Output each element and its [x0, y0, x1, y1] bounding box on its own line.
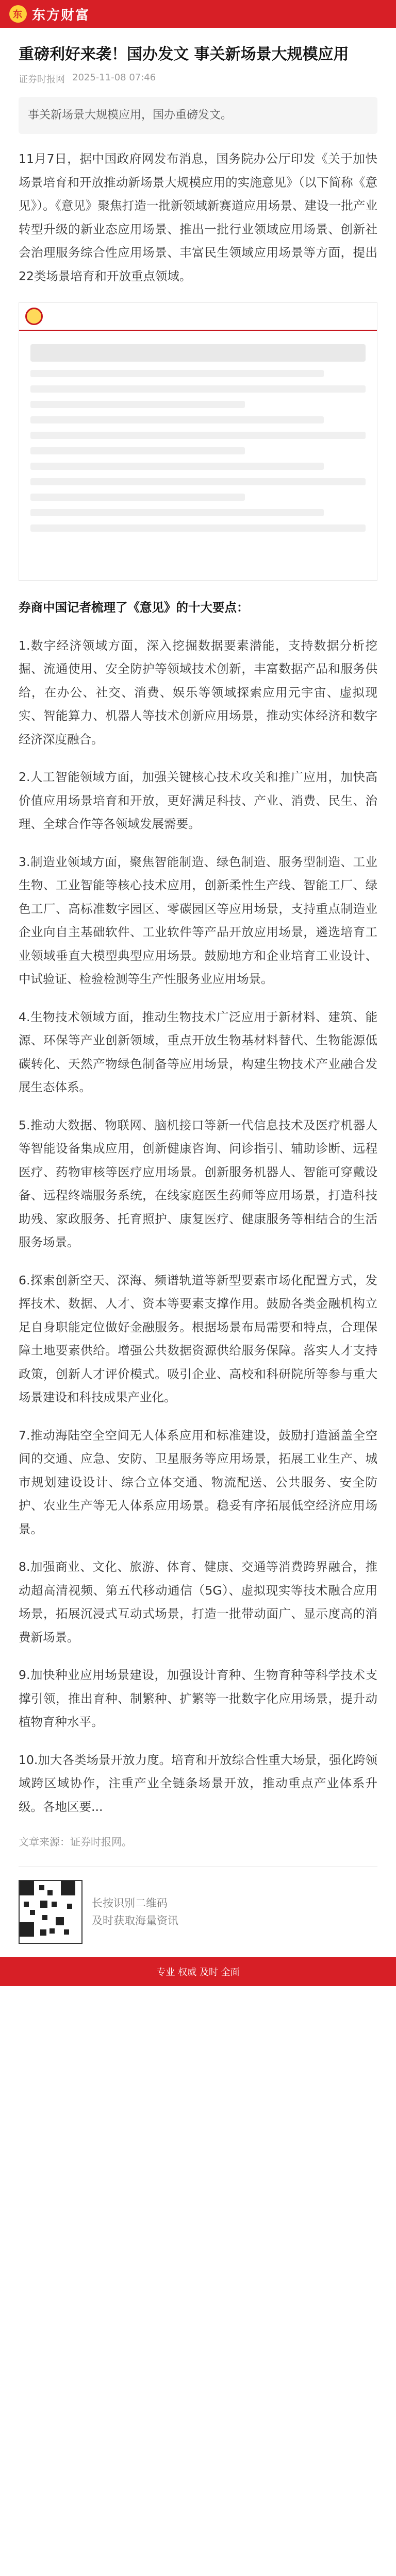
top-bar [0, 0, 396, 28]
image-doc-line [30, 478, 366, 485]
article-paragraph: 1.数字经济领域方面，深入挖掘数据要素潜能，支持数据分析挖掘、流通使用、安全防护等领域技术创新，丰富数据产品和服务供给，在办公、社交、消费、娱乐等领域探索应用元宇宙、虚拟现实、智能算力、机器人等技术创新应用场景，推动实体经济和数字经济深度融合。 [19, 638, 377, 747]
qr-cell [52, 1902, 57, 1907]
article-paragraph: 10.加大各类场景开放力度。培育和开放综合性重大场景，强化跨领域跨区域协作，注重产业全链条场景开放，推动重点产业体系升级。各地区要... [19, 1752, 377, 1814]
article-paragraph: 11月7日，据中国政府网发布消息，国务院办公厅印发《关于加快场景培育和开放推动新场景大规模应用的实施意见》（以下简称《意见》）。《意见》聚焦打造一批新领域新赛道应用场景、建设一批产业转型升级的新业态应用场景、推出一批行业领域应用场景、创新社会治理服务综合性应用场景、丰富民生领域应用场景等方面，提出22类场景培育和开放重点领域。 [19, 151, 377, 283]
image-doc-line [30, 524, 366, 532]
article-meta [19, 72, 377, 86]
image-doc-line [30, 494, 245, 501]
qr-cell [42, 1915, 47, 1920]
follow-line-2: 及时获取海量资讯 [92, 1914, 178, 1927]
article-paragraph: 5.推动大数据、物联网、脑机接口等新一代信息技术及医疗机器人等智能设备集成应用，创新健康咨询、问诊指引、辅助诊断、远程医疗、药物审核等医疗应用场景。创新服务机器人、智能可穿戴设备、远程终端服务系统，在线家庭医生药师等应用场景，打造科技助残、家政服务、托育照护、康复医疗、健康服务等相结合的生活服务场景。 [19, 1117, 377, 1249]
image-doc-line [30, 509, 324, 516]
qr-cell [67, 1904, 72, 1909]
article-paragraph: 6.探索创新空天、深海、频谱轨道等新型要素市场化配置方式，发挥技术、数据、人才、资本等要素支撑作用。鼓励各类金融机构立足自身职能定位做好金融服务。根据场景布局需要和特点，合理保障土地要素供给。增强公共数据资源供给服务保障。落实人才支持政策，创新人才评价模式。吸引企业、高校和科研院所等参与重大场景建设和科技成果产业化。 [19, 1273, 377, 1404]
image-doc-line [30, 385, 366, 393]
image-doc-line [30, 463, 324, 470]
image-doc-line [30, 447, 245, 454]
image-header [19, 303, 377, 331]
article-container [0, 28, 396, 1957]
follow-section [19, 1866, 377, 1957]
follow-text [92, 1894, 178, 1929]
qr-cell [30, 1910, 35, 1915]
qr-cell [47, 1890, 53, 1895]
follow-line-1: 长按识别二维码 [92, 1897, 168, 1909]
qr-cell [50, 1928, 55, 1934]
qr-cell [56, 1917, 64, 1925]
article-title: 重磅利好来袭！国办发文 事关新场景大规模应用 [19, 45, 349, 63]
article-body [19, 147, 377, 1819]
qr-cell [39, 1885, 44, 1890]
article-subheading: 券商中国记者梳理了《意见》的十大要点： [19, 600, 249, 615]
qr-cell [20, 1922, 34, 1937]
article-paragraph: 3.制造业领域方面，聚焦智能制造、绿色制造、服务型制造、工业生物、工业智能等核心技术应用，创新柔性生产线、智能工厂、绿色工厂、高标准数字园区、零碳园区等应用场景，支持重点制造业企业向自主基础软件、工业软件等产品开放应用场景，遴选培育工业领域垂直大模型典型应用场景。鼓励地方和企业培育工业设计、中试验证、检验检测等生产性服务业应用场景。 [19, 854, 377, 986]
article-paragraph: 2.人工智能领域方面，加强关键核心技术攻关和推广应用，加快高价值应用场景培育和开放，更好满足科技、产业、消费、民生、治理、全球合作等各领域发展需要。 [19, 770, 377, 831]
article-summary: 事关新场景大规模应用，国办重磅发文。 [19, 97, 377, 134]
image-doc-line [30, 416, 324, 423]
image-doc-line [30, 370, 324, 377]
article-image[interactable] [19, 302, 377, 581]
qr-cell [64, 1929, 69, 1935]
qr-cell [24, 1902, 29, 1907]
article-paragraph: 8.加强商业、文化、旅游、体育、健康、交通等消费跨界融合，推动超高清视频、第五代移动通信（5G）、虚拟现实等技术融合应用场景，拓展沉浸式互动式场景，打造一批带动面广、显示度高的消费新场景。 [19, 1560, 377, 1645]
article-paragraph: 7.推动海陆空全空间无人体系应用和标准建设，鼓励打造涵盖全空间的交通、应急、安防、卫星服务等应用场景，拓展工业生产、城市规划建设设计、综合立体交通、物流配送、公共服务、安全防护、农业生产等无人体系应用场景。稳妥有序拓展低空经济应用场景。 [19, 1428, 377, 1536]
image-doc-line [30, 401, 245, 408]
brand-mark-icon: 东 [9, 5, 27, 23]
article-source[interactable]: 证券时报网 [19, 74, 65, 85]
article-disclaimer: 文章来源：证券时报网。 [19, 1836, 132, 1848]
article-paragraph: 4.生物技术领域方面，推动生物技术广泛应用于新材料、建筑、能源、环保等产业创新领域，重点开放生物基材料替代、生物能源低碳转化、天然产物绿色制备等应用场景，构建生物技术产业融合发展生态体系。 [19, 1009, 377, 1094]
article-datetime: 2025-11-08 07:46 [72, 72, 156, 83]
qr-cell [40, 1929, 46, 1936]
image-doc-line [30, 432, 366, 439]
emblem-icon [25, 308, 43, 325]
qr-cell [20, 1881, 34, 1895]
image-doc-title-block [30, 344, 366, 362]
brand-logo[interactable] [9, 5, 90, 24]
qr-cell [40, 1901, 47, 1908]
bottom-slogan: 专业 权威 及时 全面 [156, 1967, 240, 1978]
qr-code-icon[interactable] [19, 1880, 82, 1944]
brand-name: 东方财富 [32, 7, 90, 23]
qr-cell [61, 1881, 75, 1895]
article-paragraph: 9.加快种业应用场景建设，加强设计育种、生物育种等科学技术支撑引领，推出育种、制繁种、扩繁等一批数字化应用场景，提升动植物育种水平。 [19, 1668, 377, 1729]
bottom-bar [0, 1957, 396, 1986]
